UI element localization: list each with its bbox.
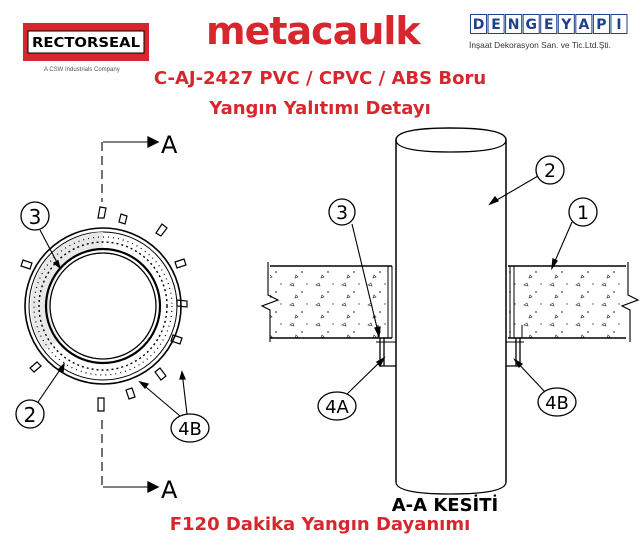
dengeyapi-letter: I bbox=[616, 17, 622, 33]
section-mark-top: A bbox=[161, 131, 178, 159]
callout-4b-section-label: 4B bbox=[545, 393, 569, 414]
callout-4b-plan-label: 4B bbox=[178, 419, 202, 440]
callout-2-section-label: 2 bbox=[543, 160, 557, 182]
dengeyapi-letter: A bbox=[578, 17, 590, 33]
dengeyapi-subtitle: İnşaat Dekorasyon San. ve Tic.Ltd.Şti. bbox=[469, 40, 611, 50]
pipe-plan bbox=[46, 249, 160, 363]
footer-caption: F120 Dakika Yangın Dayanımı bbox=[169, 514, 471, 535]
title-line-1: C-AJ-2427 PVC / CPVC / ABS Boru bbox=[153, 68, 487, 89]
dengeyapi-letter: G bbox=[525, 17, 537, 33]
title-line-2: Yangın Yalıtımı Detayı bbox=[209, 98, 431, 119]
callout-3-section-label: 3 bbox=[335, 202, 349, 224]
dengeyapi-letter: N bbox=[507, 17, 520, 33]
section-mark-bottom: A bbox=[161, 476, 178, 504]
callout-3-plan-label: 3 bbox=[28, 205, 42, 229]
section-label: A-A KESİTİ bbox=[391, 495, 499, 516]
metacaulk-logo: metacaulk bbox=[206, 9, 420, 53]
slab-right bbox=[508, 266, 626, 338]
rectorseal-logo-text: RECTORSEAL bbox=[32, 36, 140, 51]
pipe-section bbox=[396, 128, 506, 140]
rectorseal-subtitle: A CSW Industrials Company bbox=[44, 67, 120, 73]
slab-left bbox=[270, 266, 392, 338]
dengeyapi-letter: P bbox=[596, 17, 607, 33]
dengeyapi-letter: E bbox=[543, 17, 554, 33]
dengeyapi-letter: E bbox=[491, 17, 501, 33]
callout-2-plan-label: 2 bbox=[23, 403, 37, 427]
callout-1-section-label: 1 bbox=[576, 202, 590, 224]
callout-4a-section-label: 4A bbox=[325, 397, 349, 418]
dengeyapi-letter: Y bbox=[561, 17, 572, 33]
section-view bbox=[262, 128, 638, 494]
dengeyapi-letter: D bbox=[472, 17, 485, 33]
